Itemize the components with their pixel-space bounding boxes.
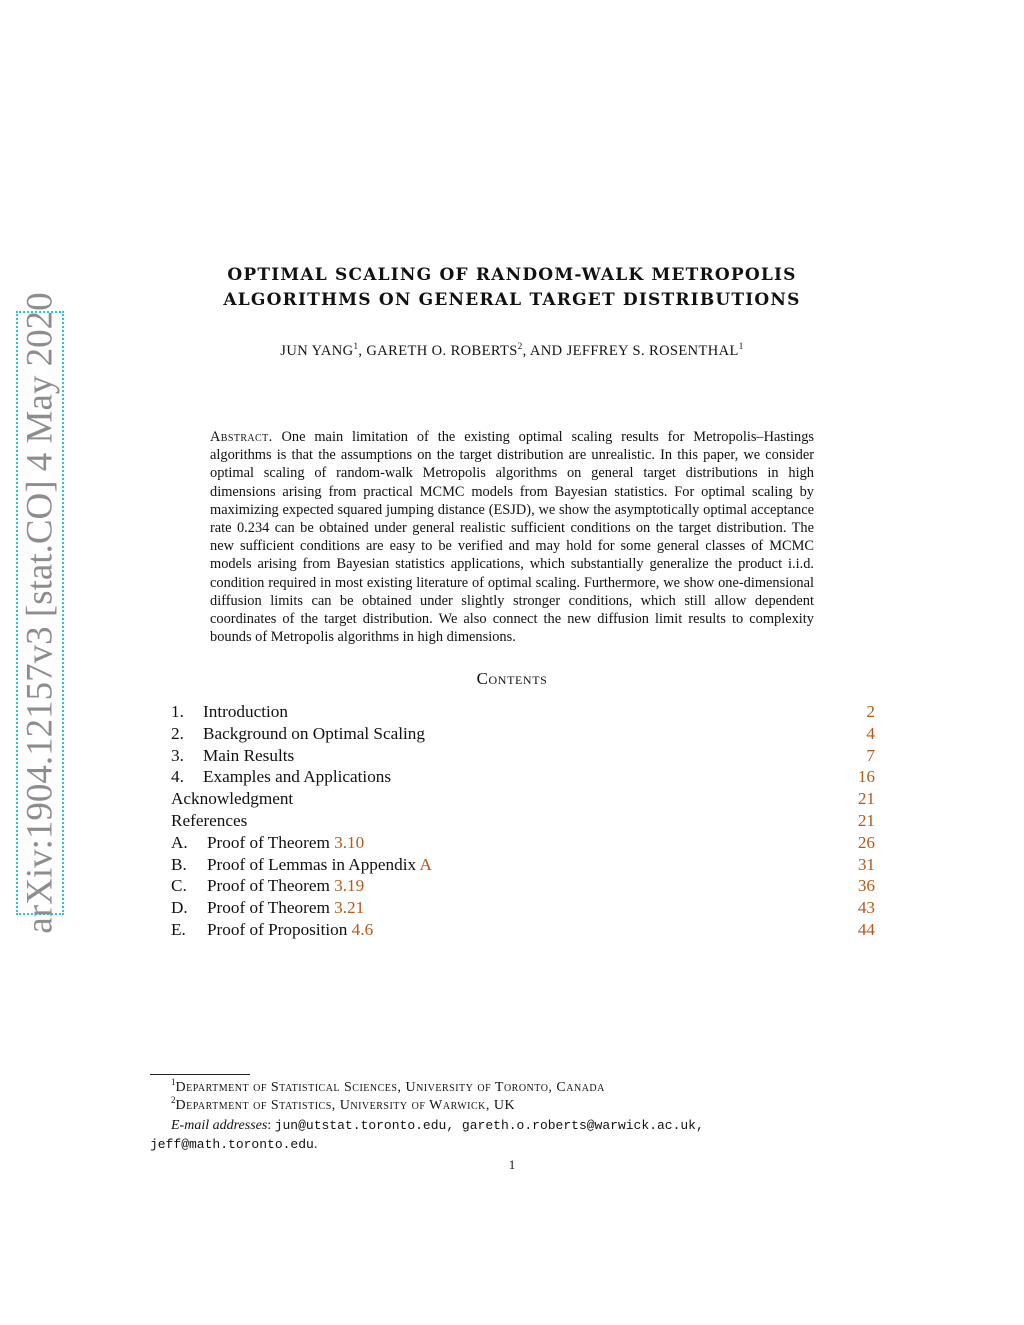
paper-title-line-1: OPTIMAL SCALING OF RANDOM-WALK METROPOLIS [227,265,797,285]
toc-row[interactable] [171,832,875,854]
toc-section-title: Proof of Proposition [207,919,352,939]
footnote-email-line-2 [150,1137,317,1153]
toc-page-link[interactable]: 4 [866,723,875,743]
toc-entry [171,898,364,917]
toc-section-title: Proof of Theorem [207,832,335,852]
toc-page-link[interactable]: 31 [857,854,875,874]
abstract [210,428,814,646]
toc-entry [171,855,432,874]
author-list [0,343,1024,360]
affiliation-marker[interactable]: 2 [517,341,523,351]
toc-section-title: Proof of Theorem [207,876,335,896]
toc-entry [171,789,293,808]
toc-row[interactable] [171,788,875,810]
toc-section-title: Acknowledgment [171,789,294,809]
email-addresses[interactable]: jun@utstat.toronto.edu, gareth.o.roberts@warwick.ac.uk, [274,1118,704,1133]
toc-section-number: 4. [171,767,184,787]
toc-section-title: Introduction [203,702,288,721]
email-label: E-mail addresses [171,1118,268,1133]
toc-section-number: 2. [171,723,184,743]
footnote-email-line-1 [171,1118,704,1134]
toc-row[interactable] [171,766,875,788]
email-end: . [313,1137,318,1152]
toc-entry [171,876,364,895]
email-colon: : [267,1118,275,1133]
affiliation-text: Department of Statistics, University of Warwick, UK [175,1098,516,1113]
author-name: GARETH O. ROBERTS [366,343,518,359]
toc-section-title: References [171,810,248,830]
toc-page-link[interactable]: 7 [866,745,875,765]
toc-section-number: E. [171,919,186,939]
toc-page-link[interactable]: 16 [857,767,875,787]
toc-row[interactable] [171,897,875,919]
toc-section-title: Examples and Applications [203,767,392,787]
toc-page-link[interactable]: 36 [857,876,875,896]
toc-entry [171,724,425,743]
toc-cross-reference[interactable]: 3.21 [334,898,365,918]
toc-page-link[interactable]: 26 [857,832,875,852]
table-of-contents [171,701,875,941]
arxiv-identifier[interactable]: arXiv:1904.12157v3 [stat.CO] 4 May 2020 [19,292,61,934]
arxiv-stamp [16,292,64,934]
abstract-label: Abstract. [210,429,273,445]
toc-section-number: D. [171,898,188,918]
toc-page-link[interactable]: 21 [857,789,875,809]
affiliation-marker[interactable]: 1 [353,341,359,351]
toc-page-link[interactable]: 43 [857,898,875,918]
toc-entry [171,811,247,830]
toc-row[interactable] [171,854,875,876]
footnote-affiliation-2 [171,1095,516,1114]
paper-title-line-2: ALGORITHMS ON GENERAL TARGET DISTRIBUTIONS [223,290,801,310]
author-name: JEFFREY S. ROSENTHAL [566,343,739,359]
toc-section-number: B. [171,854,187,874]
toc-page-link[interactable]: 44 [857,919,875,939]
toc-row[interactable] [171,745,875,767]
toc-row[interactable] [171,875,875,897]
toc-section-title: Main Results [203,745,295,765]
toc-section-title: Proof of Lemmas in Appendix [207,854,420,874]
toc-page-link[interactable]: 21 [857,810,875,830]
toc-entry [171,746,294,765]
toc-row[interactable] [171,723,875,745]
affiliation-text: Department of Statistical Sciences, University of Toronto, Canada [175,1080,605,1095]
email-address[interactable]: jeff@math.toronto.edu [150,1137,314,1152]
toc-entry [171,833,364,852]
toc-section-number: 3. [171,745,184,765]
contents-heading: Contents [476,669,548,688]
footnote-rule [150,1074,250,1075]
footnote-marker: 2 [171,1095,176,1105]
toc-section-title: Background on Optimal Scaling [203,723,425,743]
toc-cross-reference[interactable]: 3.19 [334,876,365,896]
toc-entry [171,702,288,721]
toc-page-link[interactable]: 2 [866,702,875,721]
toc-row[interactable] [171,701,875,723]
toc-section-number: 1. [171,702,184,721]
toc-section-number: A. [171,832,188,852]
footnote-affiliation-1 [171,1077,605,1096]
toc-row[interactable] [171,919,875,941]
abstract-text: One main limitation of the existing optimal scaling results for Metropolis–Hastings algorithms is that the assumptions on the target distribution are unrealistic. In this paper, we consider optimal scaling of random-walk Metropolis algorithms on general target distributions in high dimensions arising from practical MCMC models from Bayesian statistics. For optimal scaling by maximizing expected squared jumping distance (ESJD), we show the asymptotically optimal acceptance rate 0.234 can be obtained under general realistic sufficient conditions on the target distribution. The new sufficient conditions are easy to be verified and may hold for some general classes of MCMC models arising from Bayesian statistics applications, which substantially generalize the product i.i.d. condition required in most existing literature of optimal scaling. Furthermore, we show one-dimensional diffusion limits can be obtained under slightly stronger conditions, which still allow dependent coordinates of the target distribution. We also connect the new diffusion limit results to complexity bounds of Metropolis algorithms in high dimensions. [210,429,814,646]
toc-section-number: C. [171,876,187,896]
author-name: JUN YANG [280,343,354,359]
toc-cross-reference[interactable]: 3.10 [334,832,365,852]
toc-entry [171,767,391,786]
page-number: 1 [508,1157,516,1172]
toc-cross-reference[interactable]: A [419,854,432,874]
toc-entry [171,920,373,939]
toc-row[interactable] [171,810,875,832]
footnote-marker: 1 [171,1077,176,1087]
author-separator: , [358,343,367,359]
toc-section-title: Proof of Theorem [207,898,335,918]
author-separator: , AND [522,343,567,359]
toc-cross-reference[interactable]: 4.6 [351,919,374,939]
affiliation-marker[interactable]: 1 [738,341,744,351]
